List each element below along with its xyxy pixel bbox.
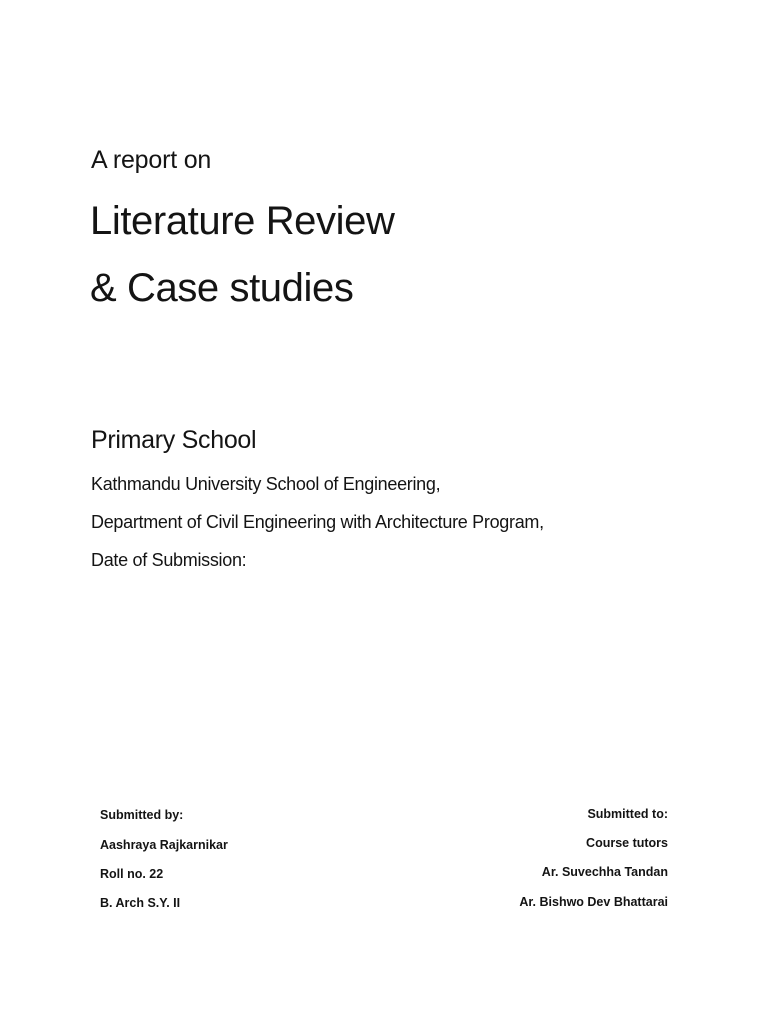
tutor-role: Course tutors bbox=[586, 836, 668, 850]
student-name: Aashraya Rajkarnikar bbox=[100, 838, 228, 852]
report-title-line-1: Literature Review bbox=[90, 199, 395, 243]
report-title-line-2: & Case studies bbox=[90, 266, 354, 310]
tutor-name-2: Ar. Bishwo Dev Bhattarai bbox=[519, 895, 668, 909]
report-subject: Primary School bbox=[91, 426, 257, 454]
report-intro: A report on bbox=[91, 146, 212, 174]
department-line: Department of Civil Engineering with Architecture Program, bbox=[91, 512, 544, 532]
program-year: B. Arch S.Y. II bbox=[100, 896, 181, 910]
submitted-to-heading: Submitted to: bbox=[587, 807, 668, 821]
roll-number: Roll no. 22 bbox=[100, 867, 164, 881]
submission-date-line: Date of Submission: bbox=[91, 550, 247, 570]
tutor-name-1: Ar. Suvechha Tandan bbox=[541, 865, 668, 879]
submitted-by-heading: Submitted by: bbox=[100, 808, 184, 822]
institution-line: Kathmandu University School of Engineering, bbox=[91, 474, 441, 494]
